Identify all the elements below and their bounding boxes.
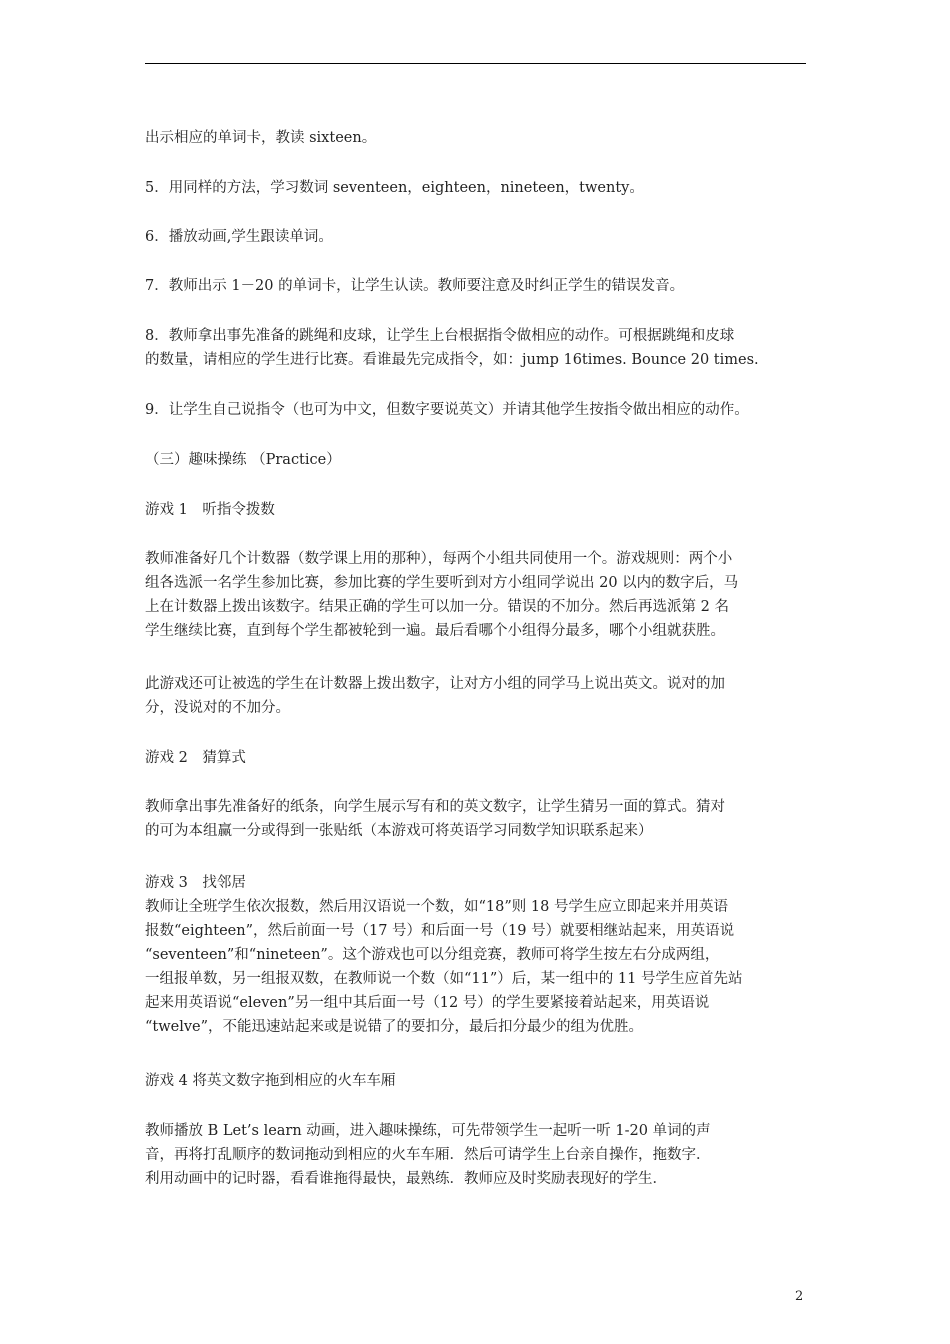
text-line: 一组报单数，另一组报双数，在教师说一个数（如“11”）后，某一组中的 11 号学生应首先站 bbox=[145, 971, 743, 987]
text-line: （三）趣味操练 （Practice） bbox=[145, 452, 341, 468]
text-line: 的数量，请相应的学生进行比赛。看谁最先完成指令，如：jump 16times. Bounce 20 times. bbox=[145, 352, 759, 368]
text-line: 游戏 4 将英文数字拖到相应的火车车厢 bbox=[145, 1073, 396, 1089]
paragraph bbox=[145, 274, 810, 298]
paragraph bbox=[145, 398, 810, 422]
text-line: 游戏 1 听指令拨数 bbox=[145, 502, 275, 518]
game-heading bbox=[145, 1069, 810, 1093]
paragraph bbox=[145, 871, 810, 1039]
text-line: 教师准备好几个计数器（数学课上用的那种），每两个小组共同使用一个。游戏规则：两个小 bbox=[145, 551, 733, 567]
text-line: 上在计数器上拨出该数字。结果正确的学生可以加一分。错误的不加分。然后再选派第 2 名 bbox=[145, 599, 729, 615]
text-line: 7．教师出示 1－20 的单词卡，让学生认读。教师要注意及时纠正学生的错误发音。 bbox=[145, 278, 685, 294]
paragraph bbox=[145, 547, 810, 643]
text-line: “twelve”，不能迅速站起来或是说错了的要扣分，最后扣分最少的组为优胜。 bbox=[145, 1019, 644, 1035]
text-line: 教师让全班学生依次报数，然后用汉语说一个数，如“18”则 18 号学生应立即起来并用英语 bbox=[145, 899, 728, 915]
paragraph bbox=[145, 672, 810, 720]
text-line: 起来用英语说“eleven”另一组中其后面一号（12 号）的学生要紧接着站起来，用英语说 bbox=[145, 995, 710, 1011]
text-line: 学生继续比赛，直到每个学生都被轮到一遍。最后看哪个小组得分最多，哪个小组就获胜。 bbox=[145, 623, 725, 639]
text-line: 教师拿出事先准备好的纸条，向学生展示写有和的英文数字，让学生猜另一面的算式。猜对 bbox=[145, 799, 725, 815]
section-heading bbox=[145, 448, 810, 472]
text-line: 音，再将打乱顺序的数词拖动到相应的火车车厢．然后可请学生上台亲自操作，拖数字． bbox=[145, 1147, 711, 1163]
text-line: 游戏 2 猜算式 bbox=[145, 750, 246, 766]
text-line: 报数“eighteen”，然后前面一号（17 号）和后面一号（19 号）就要相继站起来，用英语说 bbox=[145, 923, 735, 939]
game-heading bbox=[145, 498, 810, 522]
paragraph bbox=[145, 795, 810, 843]
text-line: 6．播放动画,学生跟读单词。 bbox=[145, 229, 333, 245]
text-line: 利用动画中的记时器，看看谁拖得最快，最熟练．教师应及时奖励表现好的学生． bbox=[145, 1171, 667, 1187]
text-line: 教师播放 B Let’s learn 动画，进入趣味操练，可先带领学生一起听一听 1-20 单词的声 bbox=[145, 1123, 711, 1139]
paragraph bbox=[145, 1119, 810, 1191]
paragraph bbox=[145, 324, 810, 372]
paragraph bbox=[145, 225, 810, 249]
game-heading: 游戏 3 找邻居 bbox=[145, 875, 246, 891]
text-line: 8．教师拿出事先准备的跳绳和皮球，让学生上台根据指令做相应的动作。可根据跳绳和皮球 bbox=[145, 328, 735, 344]
text-line: 此游戏还可让被选的学生在计数器上拨出数字，让对方小组的同学马上说出英文。说对的加 bbox=[145, 676, 725, 692]
text-line: 组各选派一名学生参加比赛，参加比赛的学生要听到对方小组同学说出 20 以内的数字后，马 bbox=[145, 575, 739, 591]
text-line: 5．用同样的方法，学习数词 seventeen，eighteen，nineteen，twenty。 bbox=[145, 180, 644, 196]
paragraph bbox=[145, 176, 810, 200]
game-heading bbox=[145, 746, 810, 770]
text-line: 9．让学生自己说指令（也可为中文，但数字要说英文）并请其他学生按指令做出相应的动作。 bbox=[145, 402, 749, 418]
page-number: 2 bbox=[795, 1289, 804, 1304]
paragraph bbox=[145, 126, 810, 150]
text-line: 分，没说对的不加分。 bbox=[145, 700, 290, 716]
text-line: 的可为本组赢一分或得到一张贴纸（本游戏可将英语学习同数学知识联系起来） bbox=[145, 823, 653, 839]
header-rule bbox=[145, 63, 806, 64]
text-line: “seventeen”和“nineteen”。这个游戏也可以分组竞赛，教师可将学生按左右分成两组， bbox=[145, 947, 720, 963]
text-line: 出示相应的单词卡，教读 sixteen。 bbox=[145, 130, 377, 146]
